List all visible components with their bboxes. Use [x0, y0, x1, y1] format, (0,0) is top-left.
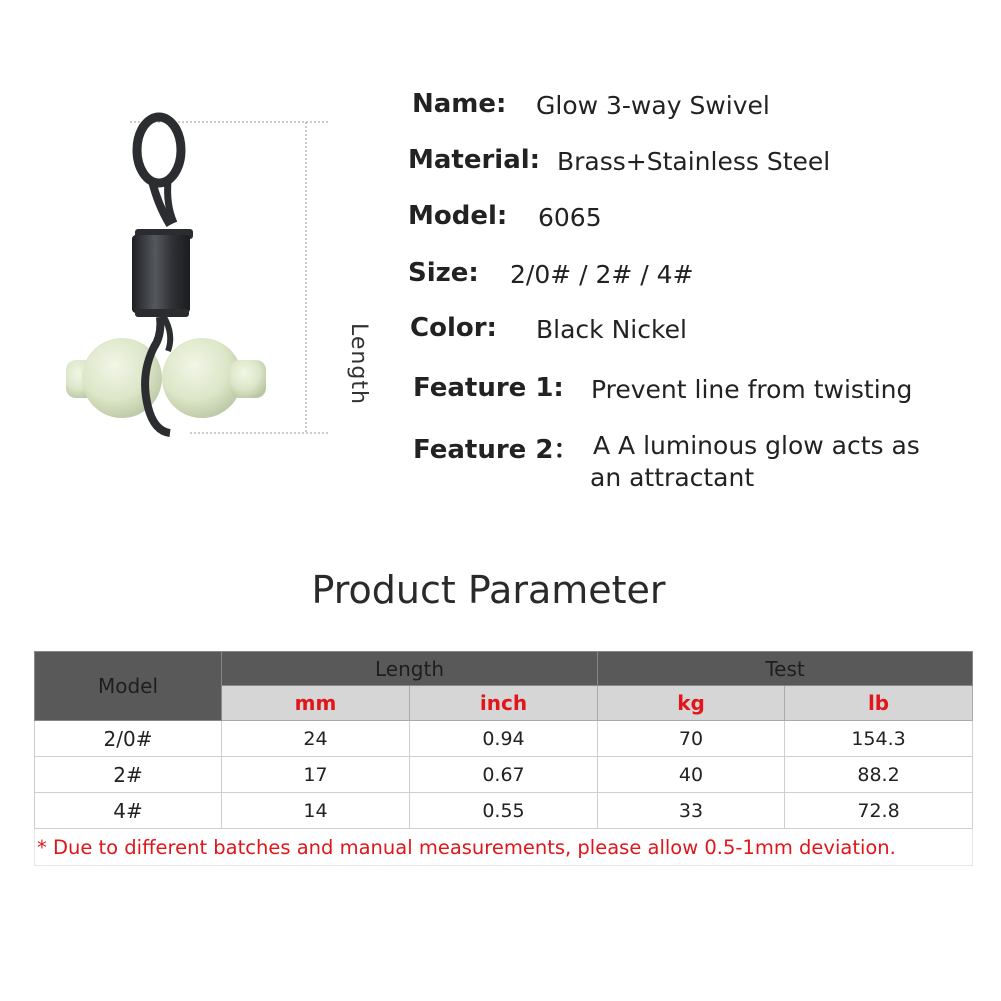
group-header-length: Length [222, 652, 598, 686]
cell-mm: 17 [222, 757, 410, 793]
spec-value: Prevent line from twisting [591, 375, 913, 404]
column-header-kg: kg [598, 686, 785, 721]
deviation-note: * Due to different batches and manual measurements, please allow 0.5-1mm deviation. [35, 829, 973, 866]
section-title [0, 568, 1001, 612]
column-header-lb: lb [785, 686, 973, 721]
cell-inch: 0.55 [410, 793, 598, 829]
cell-lb: 72.8 [785, 793, 973, 829]
cell-lb: 154.3 [785, 721, 973, 757]
spec-value: A A luminous glow acts as [593, 431, 920, 460]
spec-key: Name: [412, 89, 507, 119]
spec-key: Size: [408, 258, 479, 288]
cell-mm: 14 [222, 793, 410, 829]
cell-kg: 40 [598, 757, 785, 793]
column-header-mm: mm [222, 686, 410, 721]
spec-key: Feature 2： [413, 435, 580, 465]
cell-model: 4# [35, 793, 222, 829]
group-header-test: Test [598, 652, 973, 686]
spec-value: 6065 [538, 203, 602, 232]
spec-value: 2/0# / 2# / 4# [510, 260, 694, 289]
cell-lb: 88.2 [785, 757, 973, 793]
cell-inch: 0.94 [410, 721, 598, 757]
spec-key: Feature 1: [413, 373, 564, 403]
cell-model: 2# [35, 757, 222, 793]
product-image [40, 95, 380, 475]
column-header-inch: inch [410, 686, 598, 721]
column-header-model: Model [35, 652, 222, 721]
section-title-text: Product Parameter [311, 568, 666, 612]
cell-kg: 33 [598, 793, 785, 829]
cell-inch: 0.67 [410, 757, 598, 793]
table-row [35, 721, 973, 757]
parameter-table [34, 651, 973, 866]
spec-value: Black Nickel [536, 315, 687, 344]
swivel-illustration [40, 95, 380, 475]
spec-key: Color: [410, 313, 497, 343]
spec-key: Material: [408, 145, 541, 175]
spec-value-line-2: an attractant [590, 463, 755, 492]
spec-value: Glow 3-way Swivel [536, 91, 770, 120]
spec-value: Brass+Stainless Steel [557, 147, 831, 176]
cell-mm: 24 [222, 721, 410, 757]
table-row [35, 793, 973, 829]
length-dimension-label: Length [346, 323, 371, 405]
cell-model: 2/0# [35, 721, 222, 757]
cell-kg: 70 [598, 721, 785, 757]
spec-key: Model: [408, 201, 508, 231]
table-row [35, 757, 973, 793]
